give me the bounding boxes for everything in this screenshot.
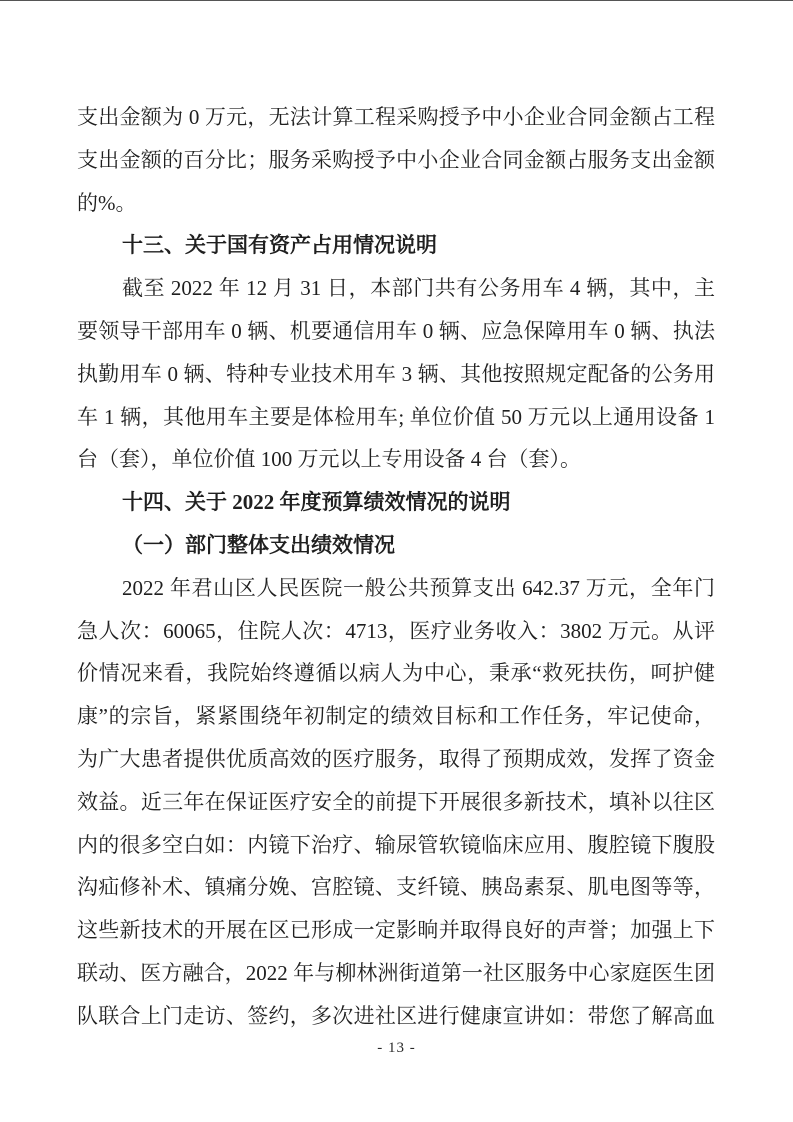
page-number: - 13 -	[377, 1040, 416, 1056]
body-line: 内的很多空白如：内镜下治疗、输尿管软镜临床应用、腹腔镜下腹股	[77, 832, 715, 857]
body-line: 支出金额的百分比；服务采购授予中小企业合同金额占服务支出金额	[77, 147, 715, 172]
body-line: 康”的宗旨，紧紧围绕年初制定的绩效目标和工作任务，牢记使命，	[77, 704, 715, 729]
body-line: 这些新技术的开展在区已形成一定影晌并取得良好的声誉；加强上下	[77, 918, 715, 943]
body-line: 2022 年君山区人民医院一般公共预算支出 642.37 万元，全年门	[122, 575, 715, 600]
body-line: 截至 2022 年 12 月 31 日，本部门共有公务用车 4 辆，其中，主	[122, 276, 715, 301]
body-line: 的%。	[77, 190, 137, 215]
body-line: 价情况来看，我院始终遵循以病人为中心，秉承“救死扶伤，呵护健	[77, 661, 715, 686]
body-line: 执勤用车 0 辆、特种专业技术用车 3 辆、其他按照规定配备的公务用	[77, 361, 715, 386]
section-heading-14: 十四、关于 2022 年度预算绩效情况的说明	[122, 490, 511, 515]
body-line: 为广大患者提供优质高效的医疗服务，取得了预期成效，发挥了资金	[77, 746, 715, 771]
body-line: 要领导干部用车 0 辆、机要通信用车 0 辆、应急保障用车 0 辆、执法	[77, 318, 715, 343]
body-line: 急人次：60065，住院人次：4713，医疗业务收入：3802 万元。从评	[77, 618, 715, 643]
document-text-block	[77, 96, 715, 1038]
subsection-heading-1: （一）部门整体支出绩效情况	[122, 532, 395, 557]
body-line: 车 1 辆，其他用车主要是体检用车; 单位价值 50 万元以上通用设备 1	[77, 404, 715, 429]
scan-top-edge	[0, 0, 793, 1]
body-line: 台（套），单位价值 100 万元以上专用设备 4 台（套）。	[77, 447, 581, 472]
body-line: 支出金额为 0 万元，无法计算工程采购授予中小企业合同金额占工程	[77, 105, 715, 129]
section-heading-13: 十三、关于国有资产占用情况说明	[122, 233, 437, 258]
body-line: 队联合上门走访、签约，多次进社区进行健康宣讲如：带您了解高血	[77, 1003, 715, 1028]
body-line: 沟疝修补术、镇痛分娩、宫腔镜、支纤镜、胰岛素泵、肌电图等等，	[77, 875, 715, 900]
body-line: 联动、医方融合，2022 年与柳林洲街道第一社区服务中心家庭医生团	[77, 960, 715, 985]
body-line: 效益。近三年在保证医疗安全的前提下开展很多新技术，填补以往区	[77, 789, 715, 814]
